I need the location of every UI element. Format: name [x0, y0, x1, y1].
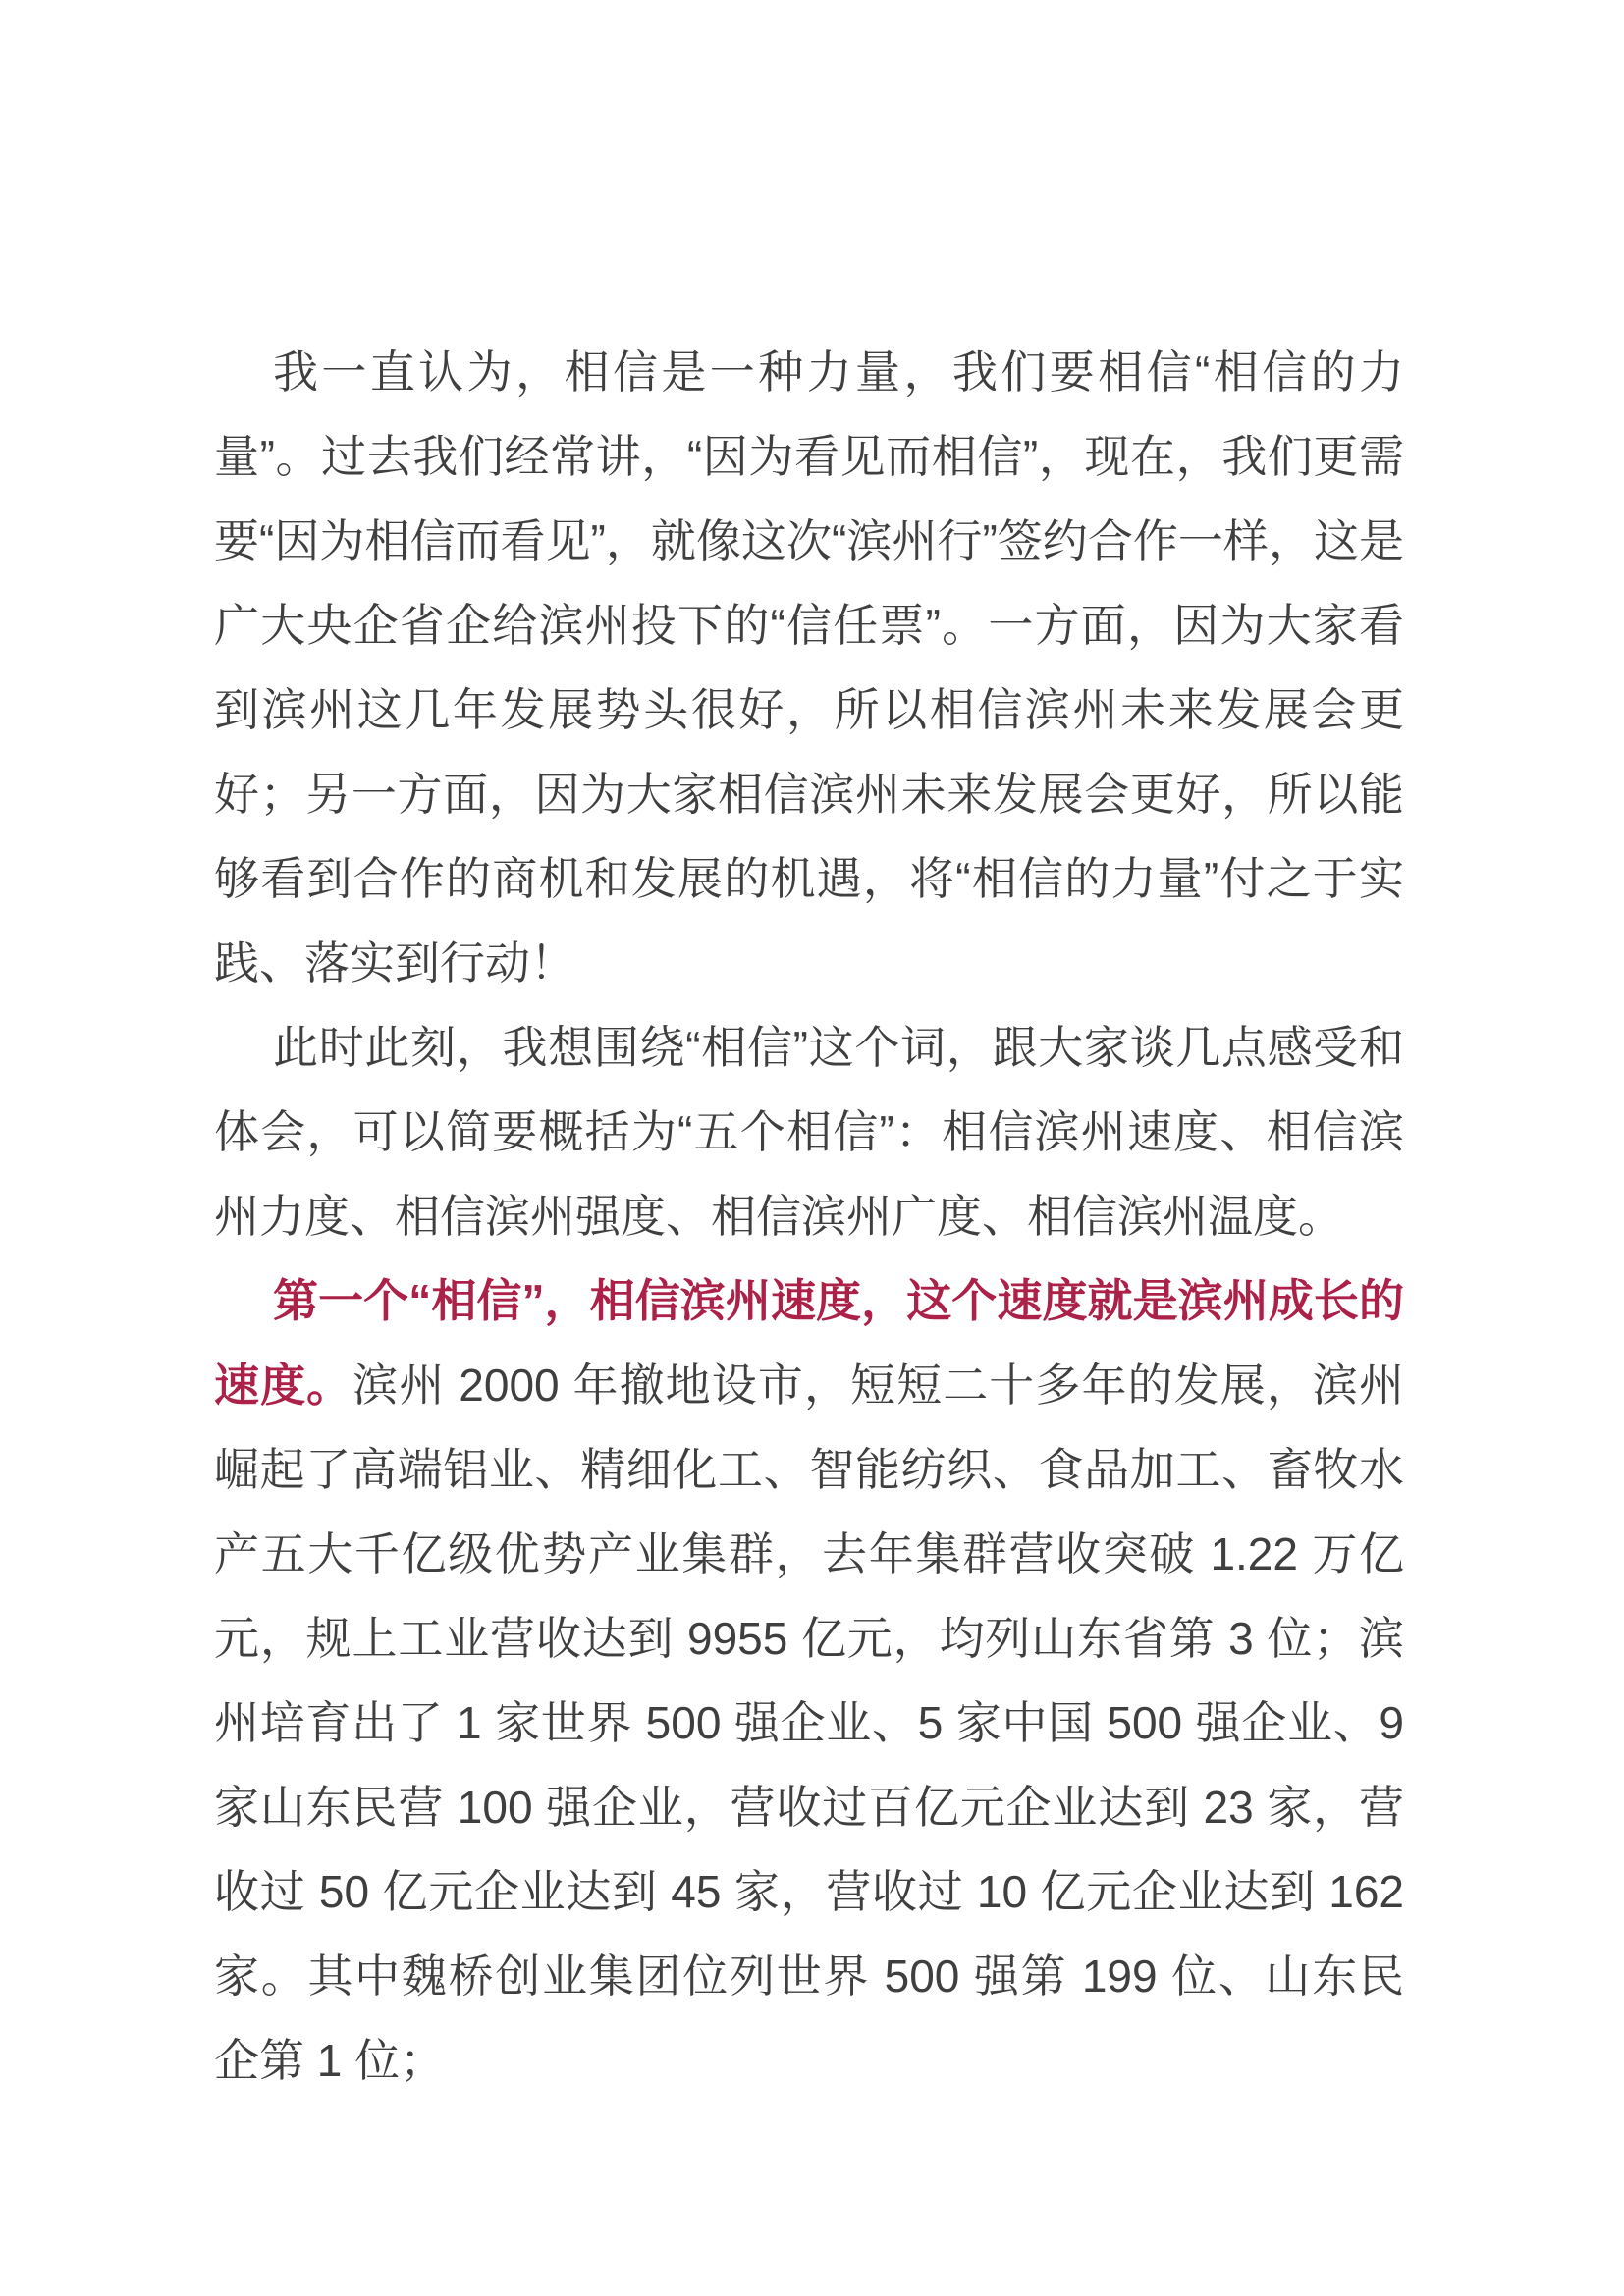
paragraph-belief-intro: 我一直认为，相信是一种力量，我们要相信“相信的力量”。过去我们经常讲，“因为看见而相信”，现在，我们更需要“因为相信而看见”，就像这次“滨州行”签约合作一样，这是广大央企省企给滨州投下的“信任票”。一方面，因为大家看到滨州这几年发展势头很好，所以相信滨州未来发展会更好；另一方面，因为大家相信滨州未来发展会更好，所以能够看到合作的商机和发展的机遇，将“相信的力量”付之于实践、落实到行动！ [214, 347, 1404, 988]
paragraph-five-beliefs: 此时此刻，我想围绕“相信”这个词，跟大家谈几点感受和体会，可以简要概括为“五个相信”：相信滨州速度、相信滨州力度、相信滨州强度、相信滨州广度、相信滨州温度。 [214, 1022, 1404, 1242]
paragraph-body-text: 滨州 2000 年撤地设市，短短二十多年的发展，滨州崛起了高端铝业、精细化工、智能纺织、食品加工、畜牧水产五大千亿级优势产业集群，去年集群营收突破 1.22 万亿元，规上工业营收达到 9955 亿元，均列山东省第 3 位；滨州培育出了 1 家世界 500 强企业、5 家中国 500 强企业、9 家山东民营 100 强企业，营收过百亿元企业达到 23 家，营收过 50 亿元企业达到 45 家，营收过 10 亿元企业达到 162 家。其中魏桥创业集团位列世界 500 强第 199 位、山东民企第 1 位； [214, 1360, 1404, 2086]
paragraph-first-belief [214, 1258, 1404, 2103]
paragraph-lead-emphasis: 第一个“相信”，相信滨州速度，这个速度就是滨州成长的速度。 [214, 1275, 1404, 1411]
